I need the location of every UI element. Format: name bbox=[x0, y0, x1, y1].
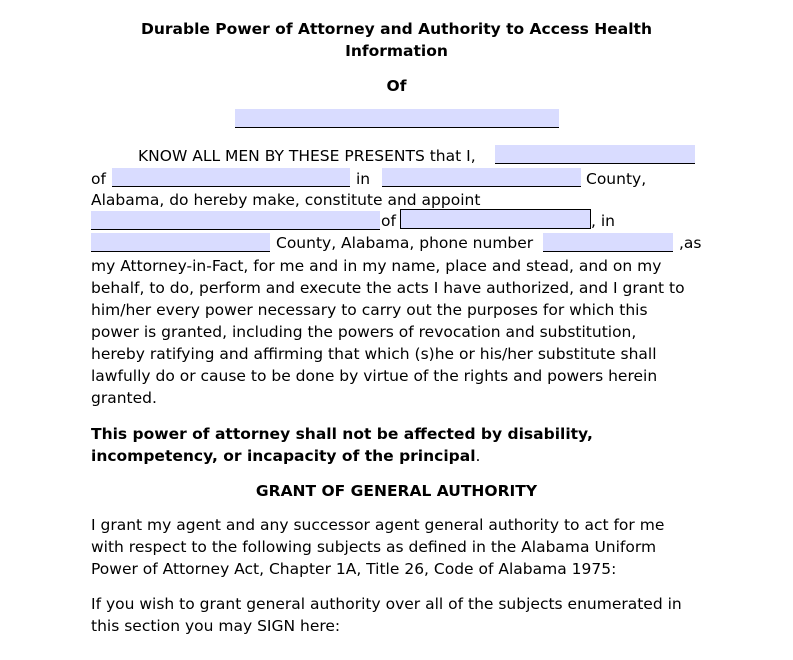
sign-line: If you wish to grant general authority over all of the subjects enumerated in bbox=[91, 595, 682, 613]
principal-city-field[interactable] bbox=[112, 168, 350, 187]
grant-line: I grant my agent and any successor agent general authority to act for me bbox=[91, 516, 665, 534]
county-word: County, bbox=[586, 170, 647, 188]
body-line: him/her every power necessary to carry out the purposes for which this bbox=[91, 301, 648, 319]
durability-statement-period: . bbox=[475, 447, 481, 465]
intro-text: KNOW ALL MEN BY THESE PRESENTS that I, bbox=[138, 147, 476, 165]
agent-city-field[interactable] bbox=[400, 209, 591, 229]
body-line: lawfully do or cause to be done by virtue of the rights and powers herein bbox=[91, 367, 658, 385]
agent-name-field[interactable] bbox=[91, 211, 380, 230]
body-line: granted. bbox=[91, 389, 157, 407]
agent-phone-field[interactable] bbox=[543, 233, 673, 252]
alabama-appoint-text: Alabama, do hereby make, constitute and appoint bbox=[91, 191, 481, 209]
body-line: behalf, to do, perform and execute the acts I have authorized, and I grant to bbox=[91, 279, 685, 297]
durability-statement-line2 bbox=[91, 445, 480, 467]
county-alabama-phone-text: County, Alabama, phone number bbox=[276, 234, 534, 252]
in-word: in bbox=[356, 170, 371, 188]
principal-name-field[interactable] bbox=[235, 109, 559, 128]
principal-county-field[interactable] bbox=[382, 168, 581, 187]
document-title-line1: Durable Power of Attorney and Authority to Access Health bbox=[140, 20, 652, 38]
of-word: of bbox=[91, 170, 106, 188]
principal-full-name-field[interactable] bbox=[495, 145, 695, 164]
durability-statement-line1: This power of attorney shall not be affected by disability, bbox=[91, 425, 593, 443]
durability-statement-bold: incompetency, or incapacity of the principal bbox=[91, 447, 476, 465]
as-word: ,as bbox=[679, 234, 702, 252]
grant-line: with respect to the following subjects as defined in the Alabama Uniform bbox=[91, 538, 657, 556]
comma-in-word: , in bbox=[591, 212, 615, 230]
of-word-2: of bbox=[381, 212, 396, 230]
body-line: hereby ratifying and affirming that which (s)he or his/her substitute shall bbox=[91, 345, 657, 363]
grant-line: Power of Attorney Act, Chapter 1A, Title 26, Code of Alabama 1975: bbox=[91, 560, 617, 578]
of-label: Of bbox=[386, 77, 407, 95]
sign-line: this section you may SIGN here: bbox=[91, 617, 341, 635]
document-title-line2: Information bbox=[345, 42, 448, 60]
body-line: my Attorney-in-Fact, for me and in my name, place and stead, and on my bbox=[91, 257, 662, 275]
body-line: power is granted, including the powers of revocation and substitution, bbox=[91, 323, 637, 341]
section-heading: GRANT OF GENERAL AUTHORITY bbox=[255, 482, 538, 500]
agent-county-field[interactable] bbox=[91, 233, 270, 252]
